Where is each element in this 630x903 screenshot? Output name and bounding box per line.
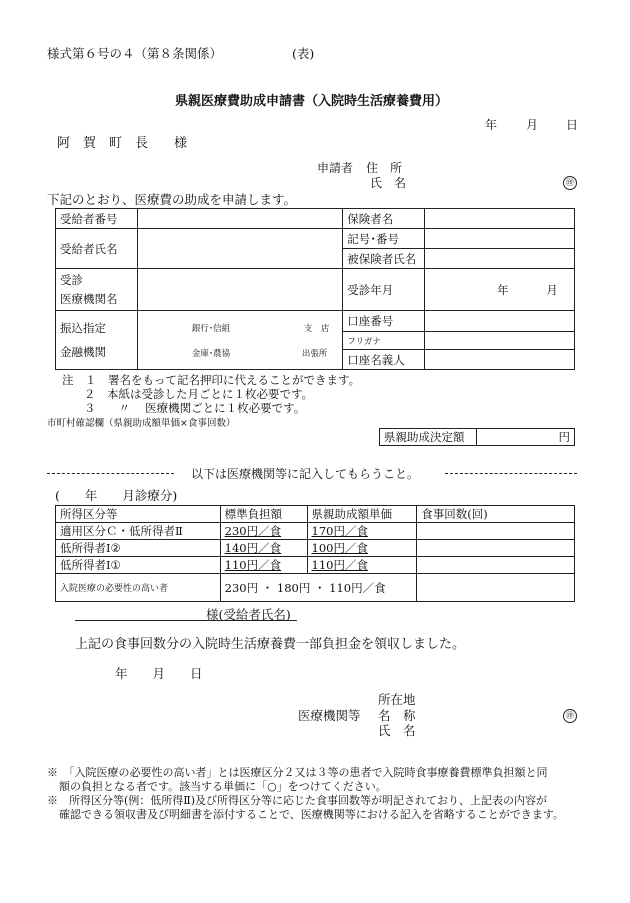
meal-row-unit: 110円／食 (307, 557, 417, 574)
meal-special-count-field[interactable] (417, 574, 575, 602)
meal-header-category: 所得区分等 (56, 506, 221, 523)
meal-row-category: 低所得者Ⅰ② (56, 540, 221, 557)
bank-label-b: 金融機関 (60, 345, 106, 359)
visit-month-label: 受診年月 (343, 269, 425, 311)
meal-header-count: 食事回数(回) (417, 506, 575, 523)
meal-header-unit: 県親助成額単価 (307, 506, 417, 523)
receipt-location-label: 所在地 (378, 692, 416, 707)
meal-row-category: 低所得者Ⅰ① (56, 557, 221, 574)
account-no-label: 口座番号 (343, 311, 425, 332)
applicant-address-label: 住 所 (366, 161, 403, 175)
receipt-seal-mark: ㊞ (563, 707, 577, 723)
visit-month-unit: 月 (546, 282, 558, 297)
furigana-field[interactable] (425, 332, 575, 350)
meal-table (55, 505, 575, 602)
insurer-name-label: 保険者名 (343, 209, 425, 229)
note-1: 注 １ 署名をもって記名押印に代えることができます。 (62, 373, 361, 387)
meal-row-standard: 110円／食 (220, 557, 307, 574)
page-title: 県親医療費助成申請書（入院時生活療養費用） (175, 94, 449, 109)
bank-label-a: 振込指定 (60, 321, 106, 335)
divider-dash-right (445, 473, 577, 474)
date-month: 月 (526, 118, 539, 132)
meal-row-unit: 170円／食 (307, 523, 417, 540)
insured-name-field[interactable] (425, 249, 575, 269)
meal-header-standard: 標準負担額 (220, 506, 307, 523)
receipt-rep-label: 氏 名 (378, 723, 416, 738)
addressee: 阿 賀 町 長 様 (57, 136, 188, 151)
note-3: ３ 〃 医療機関ごとに１枚必要です。 (84, 401, 306, 415)
month-label: ( 年 月診療分) (55, 488, 178, 503)
furigana-label: フリガナ (343, 332, 425, 350)
receipt-date: 年 月 日 (115, 666, 203, 681)
recipient-name-label: 受給者氏名 (56, 229, 138, 269)
footnote-2b: 確認できる領収書及び明細書を添付することで、医療機関等における記入を省略することができます。 (59, 808, 564, 821)
divider-text: 以下は医療機関等に記入してもらうこと。 (191, 467, 420, 481)
decision-box (379, 428, 575, 446)
bank-type2: 金庫･農協 (191, 349, 231, 359)
date-day: 日 (566, 118, 579, 132)
seal-mark: ㊞ (563, 174, 577, 190)
visit-year-unit: 年 (497, 282, 509, 297)
branch2: 出張所 (301, 349, 328, 359)
symbol-no-field[interactable] (425, 229, 575, 249)
clinic-label (56, 269, 138, 311)
bank-type1: 銀行･信組 (191, 324, 231, 334)
meal-row-count-field[interactable] (417, 540, 575, 557)
note-2: ２ 本紙は受診した月ごとに１枚必要です。 (84, 387, 314, 401)
meal-row-standard: 140円／食 (220, 540, 307, 557)
meal-row-category: 適用区分Ｃ・低所得者Ⅱ (56, 523, 221, 540)
meal-row-unit: 100円／食 (307, 540, 417, 557)
application-table (55, 208, 575, 370)
symbol-no-label: 記号･番号 (343, 229, 425, 249)
account-holder-label: 口座名義人 (343, 350, 425, 370)
clinic-field[interactable] (137, 269, 342, 311)
meal-special-value: 230円 ・ 180円 ・ 110円／食 (220, 574, 417, 602)
date-year: 年 (485, 118, 498, 132)
bank-label (56, 311, 138, 370)
form-side: (表) (292, 46, 315, 61)
footnote-1b: 額の負担となる者です。該当する単価に「○」をつけてください。 (59, 780, 387, 793)
decision-field[interactable] (477, 429, 575, 446)
receipt-org-label: 医療機関等 (298, 708, 361, 723)
form-number: 様式第６号の４（第８条関係） (47, 46, 223, 61)
meal-row-count-field[interactable] (417, 557, 575, 574)
clinic-label-b: 医療機関名 (60, 291, 118, 306)
meal-row-count-field[interactable] (417, 523, 575, 540)
intro-text: 下記のとおり、医療費の助成を申請します。 (47, 192, 297, 207)
receipt-org-name-label: 名 称 (378, 708, 416, 723)
visit-month-field[interactable] (425, 269, 575, 311)
branch1: 支 店 (303, 324, 330, 334)
meal-special-label: 入院医療の必要性の高い者 (56, 574, 221, 602)
receipt-recipient: 様(受給者氏名) (206, 607, 291, 622)
insured-name-label: 被保険者氏名 (343, 249, 425, 269)
recipient-no-label: 受給者番号 (56, 209, 138, 229)
decision-unit: 円 (558, 430, 570, 444)
insurer-name-field[interactable] (425, 209, 575, 229)
applicant-name-label: 氏 名 (370, 176, 407, 190)
recipient-no-field[interactable] (137, 209, 342, 229)
account-holder-field[interactable] (425, 350, 575, 370)
footnote-2a: ※ 所得区分等(例：低所得Ⅱ)及び所得区分等に応じた食事回数等が明記されており、上記表の内容が (47, 794, 548, 807)
divider-dash-left (47, 473, 174, 474)
footnote-1a: ※ 「入院医療の必要性の高い者」とは医療区分２又は３等の患者で入院時食事療養費標準負担額と同 (47, 766, 548, 779)
account-no-field[interactable] (425, 311, 575, 332)
city-confirm-label: 市町村確認欄（県親助成額単価×食事回数） (47, 418, 236, 429)
meal-row-standard: 230円／食 (220, 523, 307, 540)
applicant-label: 申請者 (317, 161, 354, 175)
clinic-label-a: 受診 (60, 272, 83, 287)
decision-label: 県親助成決定額 (380, 429, 477, 446)
recipient-name-field[interactable] (137, 229, 342, 269)
receipt-statement: 上記の食事回数分の入院時生活療養費一部負担金を領収しました。 (75, 637, 466, 652)
bank-field[interactable] (137, 311, 342, 370)
